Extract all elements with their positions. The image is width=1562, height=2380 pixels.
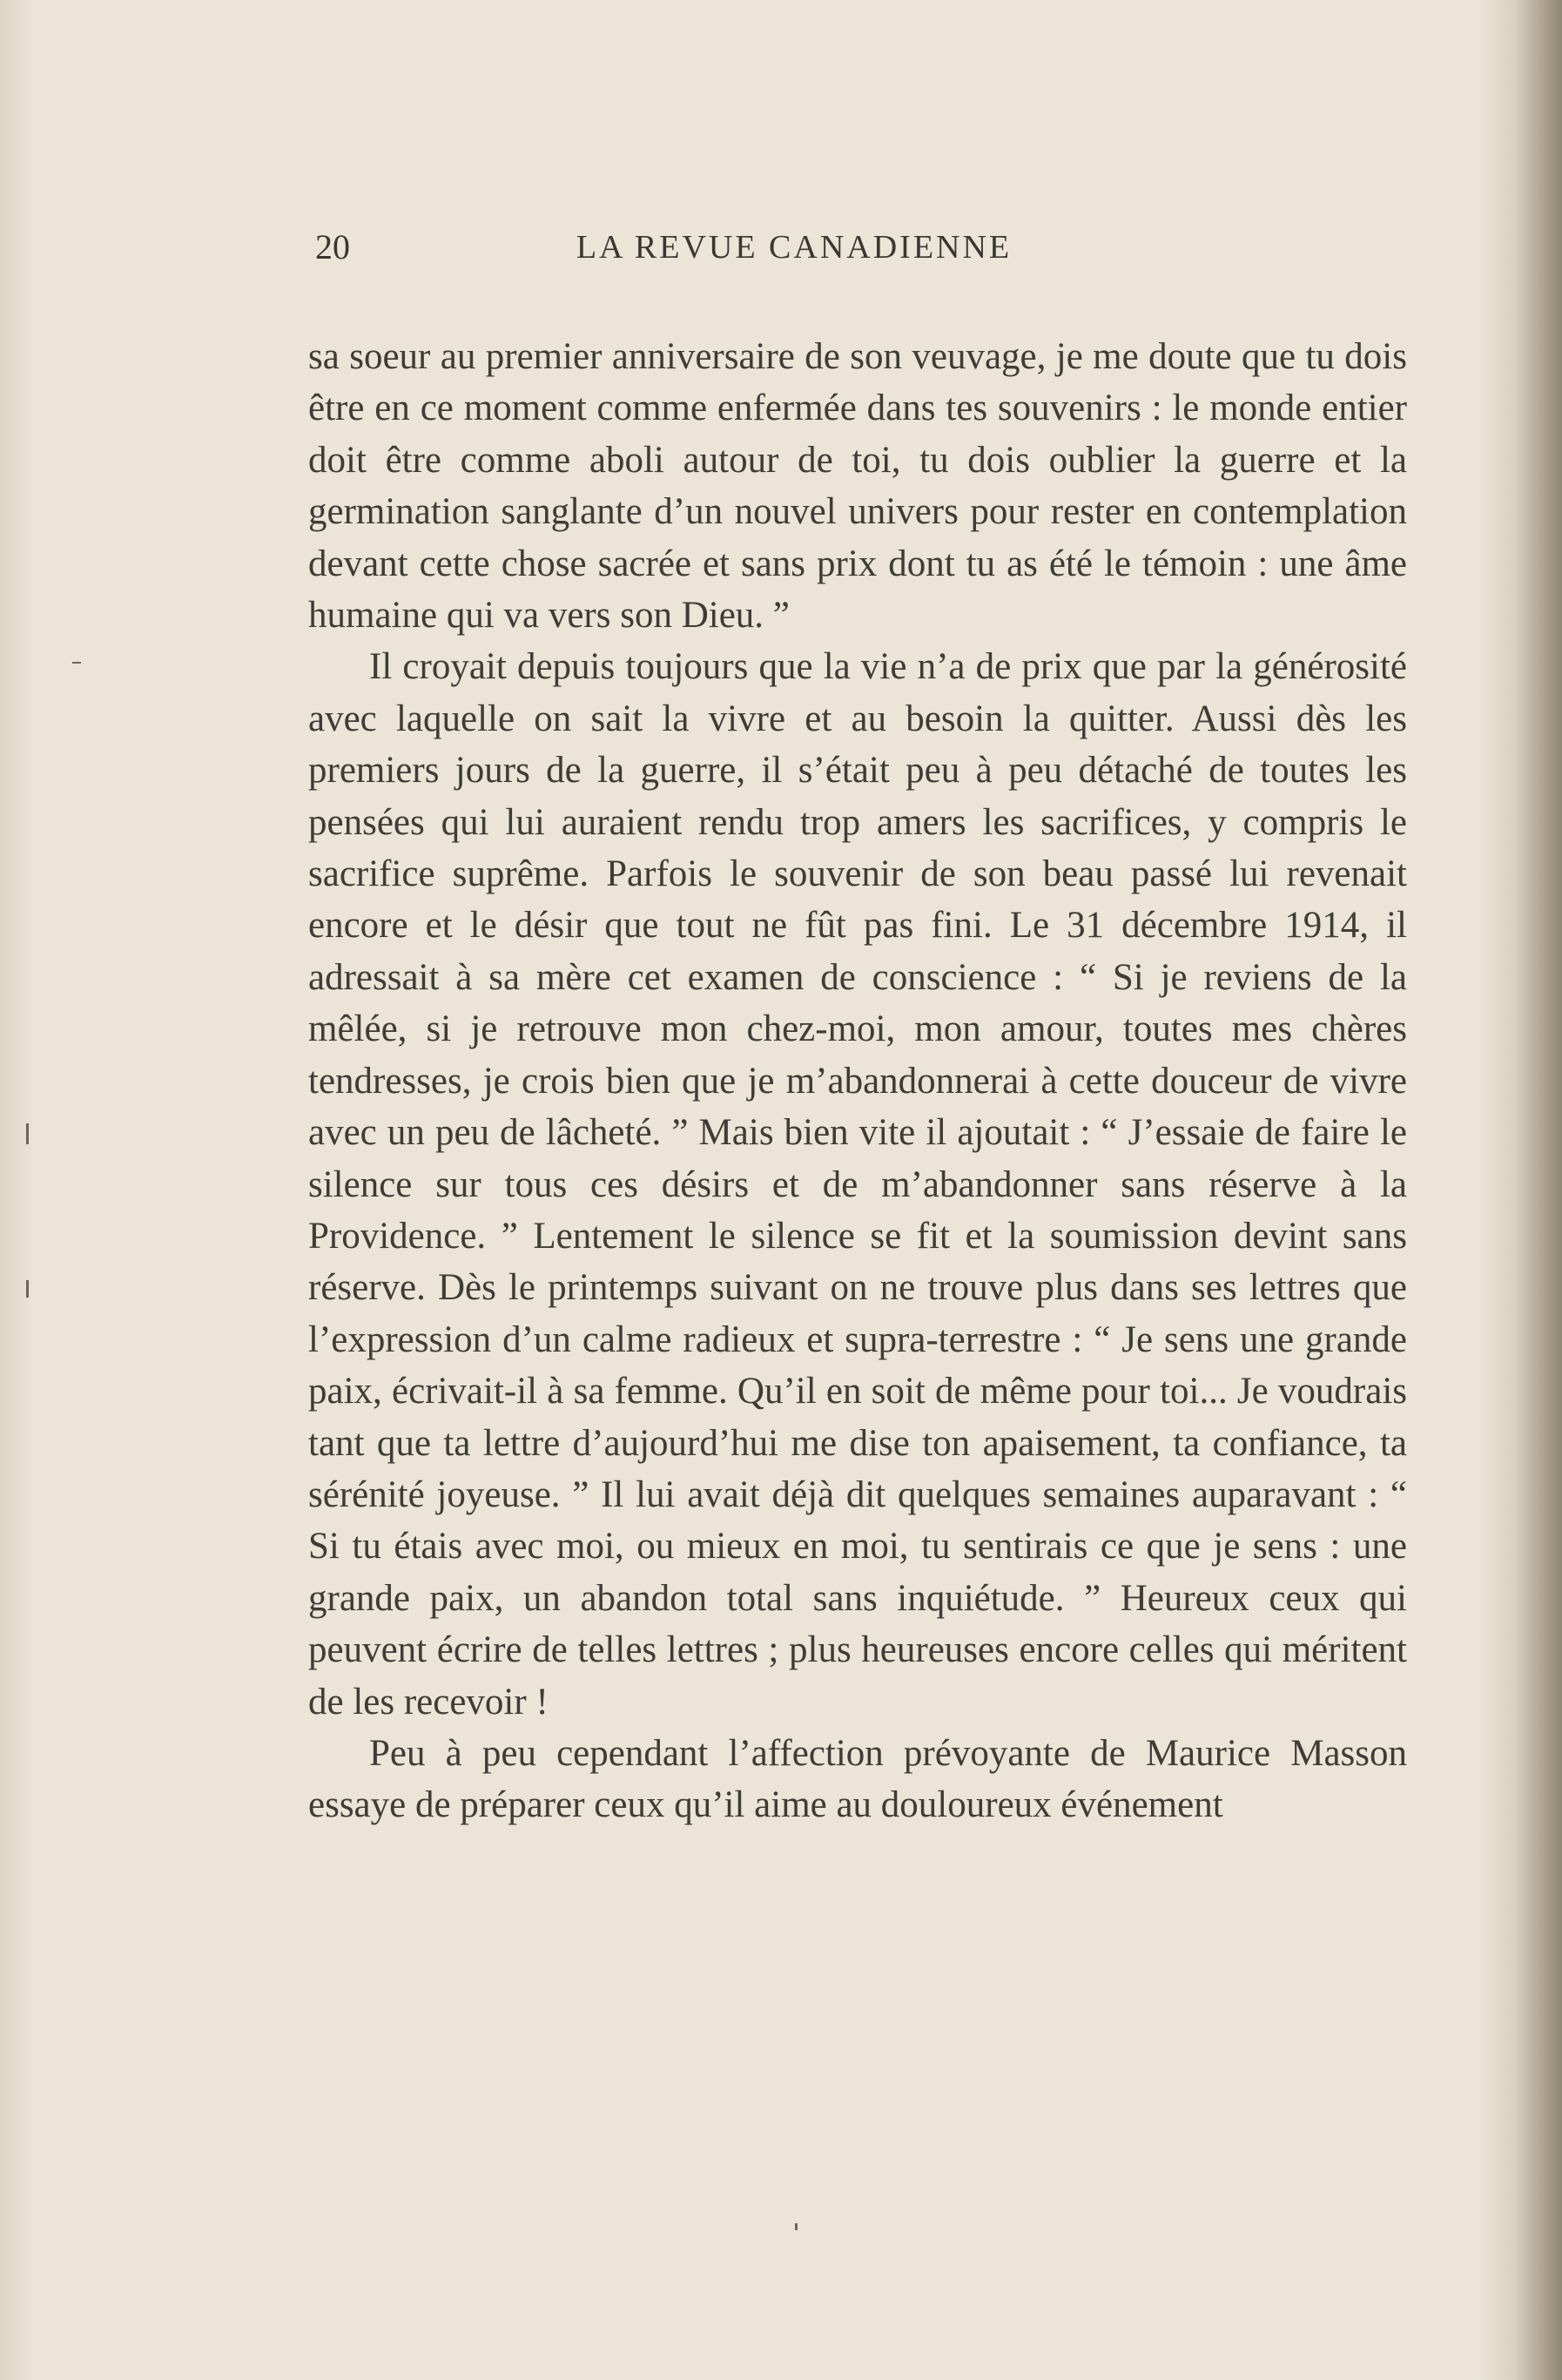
paragraph: Peu à peu cependant l’affection prévoyante de Maurice Masson essaye de préparer ceux qu’il aime au douloureux événement bbox=[308, 1732, 1407, 1826]
margin-speck bbox=[72, 662, 81, 664]
running-title bbox=[0, 228, 1562, 266]
margin-speck bbox=[26, 1280, 29, 1298]
paragraph: Il croyait depuis toujours que la vie n’a de prix que par la générosité avec laquelle on sait la vivre et au besoin la quitter. Aussi dès les premiers jours de la guerre, il s’était peu à peu détaché de toutes les pensées qui lui auraient rendu trop amers les sacrifices, y compris le sacrifice suprême. Parfois le souvenir de son beau passé lui revenait encore et le désir que tout ne fût pas fini. Le 31 décembre 1914, il adressait à sa mère cet examen de conscience : “ Si je reviens de la mêlée, si je retrouve mon chez-moi, mon amour, toutes mes chères tendresses, je crois bien que je m’abandonnerai à cette douceur de vivre avec un peu de lâcheté. ” Mais bien vite il ajoutait : “ J’essaie de faire le silence sur tous ces désirs et de m’abandonner sans réserve à la Providence. ” Lentement le silence se fit et la soumission devint sans réserve. Dès le printemps suivant on ne trouve plus dans ses lettres que l’expression d’un calme radieux et supra-terrestre : “ Je sens une grande paix, écrivait-il à sa femme. Qu’il en soit de même pour toi... Je voudrais tant que ta lettre d’aujourd’hui me dise ton apaisement, ta confiance, ta sérénité joyeuse. ” Il lui avait déjà dit quelques semaines auparavant : “ Si tu étais avec moi, ou mieux en moi, tu sentirais ce que je sens : une grande paix, un abandon total sans inquiétude. ” Heureux ceux qui peuvent écrire de telles lettres ; plus heureuses encore celles qui méritent de les recevoir ! bbox=[308, 646, 1407, 1723]
body-text bbox=[308, 331, 1407, 1831]
page-number: 20 bbox=[315, 227, 350, 266]
paragraph: sa soeur au premier anniversaire de son veuvage, je me doute que tu dois être en ce moment comme enfermée dans tes souvenirs : le monde entier doit être comme aboli autour de toi, tu dois oublier la guerre et la germination sanglante d’un nouvel univers pour rester en contemplation devant cette chose sacrée et sans prix dont tu as été le témoin : une âme humaine qui va vers son Dieu. ” bbox=[308, 336, 1407, 637]
margin-speck bbox=[795, 2223, 798, 2230]
running-title-text: LA REVUE CANADIENNE bbox=[576, 229, 1013, 266]
margin-speck bbox=[26, 1123, 29, 1144]
